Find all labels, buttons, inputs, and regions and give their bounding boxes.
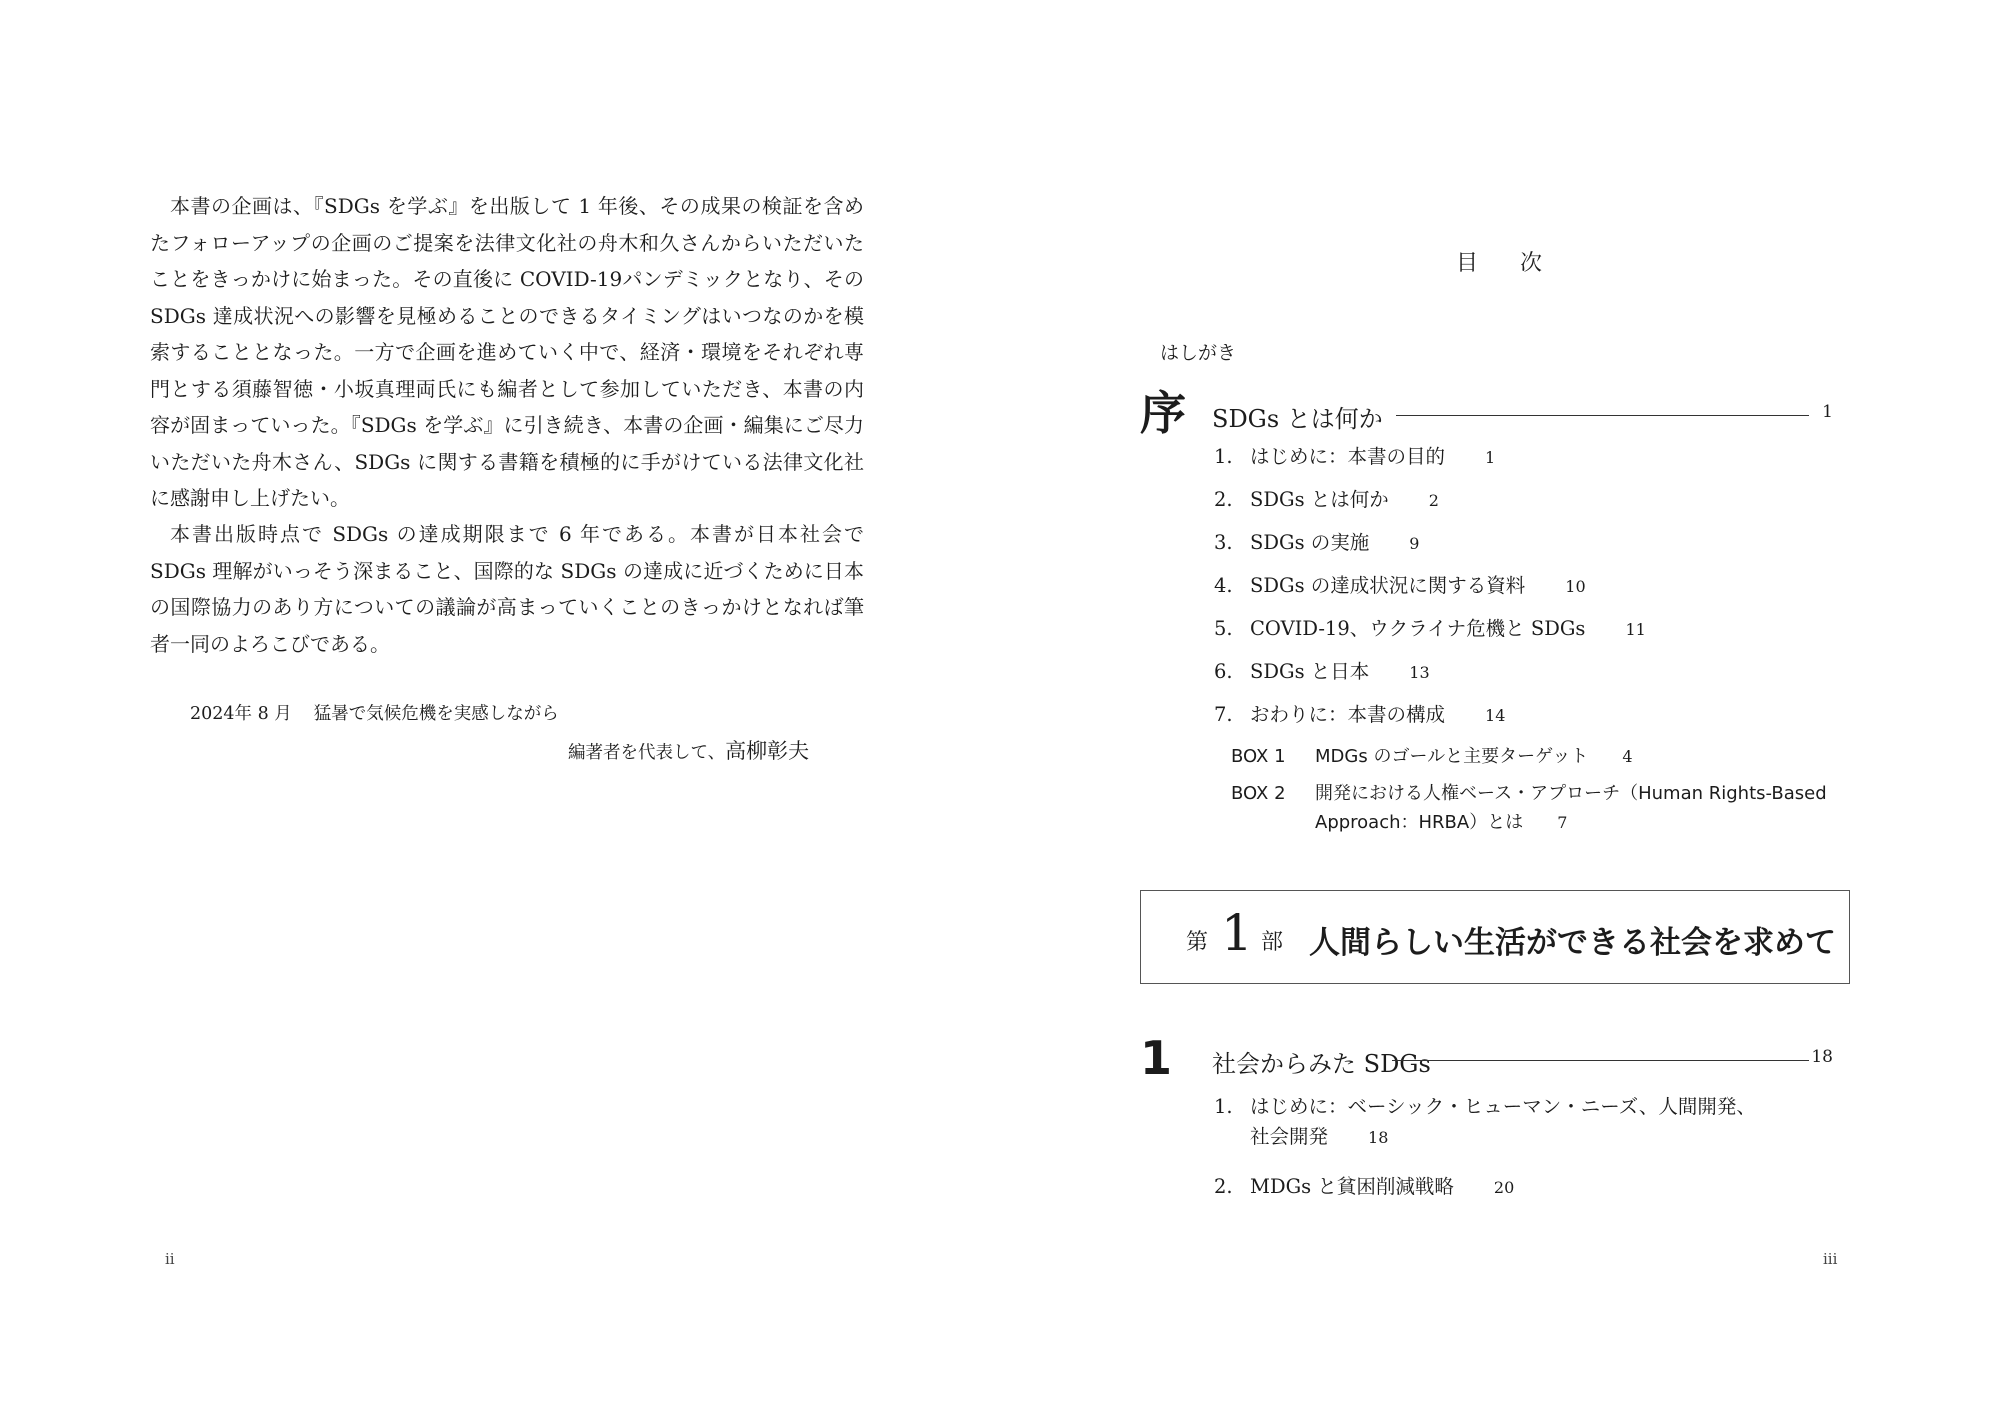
toc-section (1214, 528, 1646, 571)
section-page: 9 (1409, 534, 1420, 553)
section-number: 1. (1214, 445, 1233, 468)
section-title: SDGs と日本 (1250, 660, 1370, 683)
chapter-title: SDGs とは何か (1212, 405, 1383, 433)
afterword-paragraph-2: 本書出版時点で SDGs の達成期限まで 6 年である。本書が日本社会で SDGs 理解がいっそう深まること、国際的な SDGs の達成に近づくために日本の国際協力のあり方についての議論が高まっていくことのきっかけとなれば筆者一同のよろこびである。 (150, 522, 864, 656)
toc-title: 目次 (1456, 251, 1585, 276)
toc-box (1231, 779, 1835, 837)
section-page: 11 (1625, 620, 1646, 639)
part-suffix: 部 (1261, 930, 1284, 955)
section-page: 14 (1485, 706, 1506, 725)
signature-name: 高柳彰夫 (725, 739, 810, 763)
section-number: 2. (1214, 488, 1233, 511)
dot-leader (1392, 1060, 1809, 1061)
toc-preface: はしがき (1160, 342, 1237, 364)
part-title: 人間らしい生活ができる社会を求めて (1309, 925, 1836, 961)
toc-part-heading (1140, 890, 1850, 984)
section-title: はじめに：本書の目的 (1250, 445, 1446, 468)
toc-chapter-1 (1140, 1030, 1833, 1090)
section-page: 2 (1428, 491, 1439, 510)
section-title: はじめに：ベーシック・ヒューマン・ニーズ、人間開発、 (1250, 1095, 1756, 1118)
part-number: 1 (1221, 904, 1253, 962)
page-number-left: ii (165, 1250, 175, 1268)
section-page: 10 (1565, 577, 1586, 596)
section-page: 18 (1368, 1128, 1389, 1147)
chapter-mark: 1 (1140, 1031, 1173, 1085)
toc-section (1214, 1172, 1756, 1215)
closing-date: 2024年 8 月 (190, 704, 292, 724)
box-title: 開発における人権ベース・アプローチ（Human Rights-Based Approach：HRBA）とは (1315, 783, 1827, 833)
box-page: 4 (1622, 747, 1633, 766)
section-number: 1. (1214, 1095, 1233, 1118)
part-prefix: 第 (1186, 930, 1209, 955)
section-number: 6. (1214, 660, 1233, 683)
section-title: SDGs の実施 (1250, 531, 1370, 554)
signature-line (568, 735, 809, 765)
section-title: COVID-19、ウクライナ危機と SDGs (1250, 617, 1586, 640)
chapter-mark: 序 (1140, 386, 1186, 440)
section-page: 1 (1485, 448, 1496, 467)
section-number: 2. (1214, 1175, 1233, 1198)
dot-leader (1396, 415, 1809, 416)
chapter-page: 18 (1811, 1047, 1833, 1067)
box-label: BOX 1 (1231, 746, 1286, 767)
toc-section (1214, 485, 1646, 528)
box-label: BOX 2 (1231, 783, 1286, 804)
section-title: おわりに：本書の構成 (1250, 703, 1446, 726)
toc-section (1214, 614, 1646, 657)
toc-section-list-intro (1214, 442, 1646, 743)
afterword-paragraph-1: 本書の企画は、『SDGs を学ぶ』を出版して 1 年後、その成果の検証を含めたフォローアップの企画のご提案を法律文化社の舟木和久さんからいただいたことをきっかけに始まった。その直後に COVID-19パンデミックとなり、その SDGs 達成状況への影響を見極めることのできるタイミングはいつなのかを模索することとなった。一方で企画を進めていく中で、経済・環境をそれぞれ専門とする須藤智徳・小坂真理両氏にも編者として参加していただき、本書の内容が固まっていった。『SDGs を学ぶ』に引き続き、本書の企画・編集にご尽力いただいた舟木さん、SDGs に関する書籍を積極的に手がけている法律文化社に感謝申し上げたい。 (150, 194, 864, 510)
section-page: 20 (1493, 1178, 1515, 1197)
section-number: 5. (1214, 617, 1233, 640)
box-title: MDGs のゴールと主要ターゲット (1315, 746, 1589, 767)
closing-line (190, 700, 559, 725)
toc-section (1214, 1092, 1756, 1172)
section-title: MDGs と貧困削減戦略 (1250, 1175, 1454, 1198)
toc-section (1214, 571, 1646, 614)
closing-note: 猛暑で気候危機を実感しながら (313, 704, 559, 724)
toc-box (1231, 742, 1835, 771)
right-page (1000, 0, 2000, 1414)
chapter-page: 1 (1822, 402, 1833, 422)
toc-section-list-chapter-1 (1214, 1092, 1756, 1215)
page-number-right: iii (1823, 1250, 1838, 1268)
toc-section (1214, 657, 1646, 700)
toc-section (1214, 700, 1646, 743)
section-page: 13 (1409, 663, 1430, 682)
section-title-continued: 社会開発 (1250, 1125, 1329, 1148)
chapter-title: 社会からみた SDGs (1212, 1050, 1431, 1078)
section-title: SDGs の達成状況に関する資料 (1250, 574, 1526, 597)
toc-chapter-intro (1140, 385, 1833, 445)
section-number: 7. (1214, 703, 1233, 726)
signature-prefix: 編著者を代表して、 (568, 743, 726, 763)
section-number: 3. (1214, 531, 1233, 554)
toc-section (1214, 442, 1646, 485)
section-number: 4. (1214, 574, 1233, 597)
section-title: SDGs とは何か (1250, 488, 1389, 511)
box-page: 7 (1557, 813, 1568, 832)
toc-box-list (1231, 742, 1835, 845)
